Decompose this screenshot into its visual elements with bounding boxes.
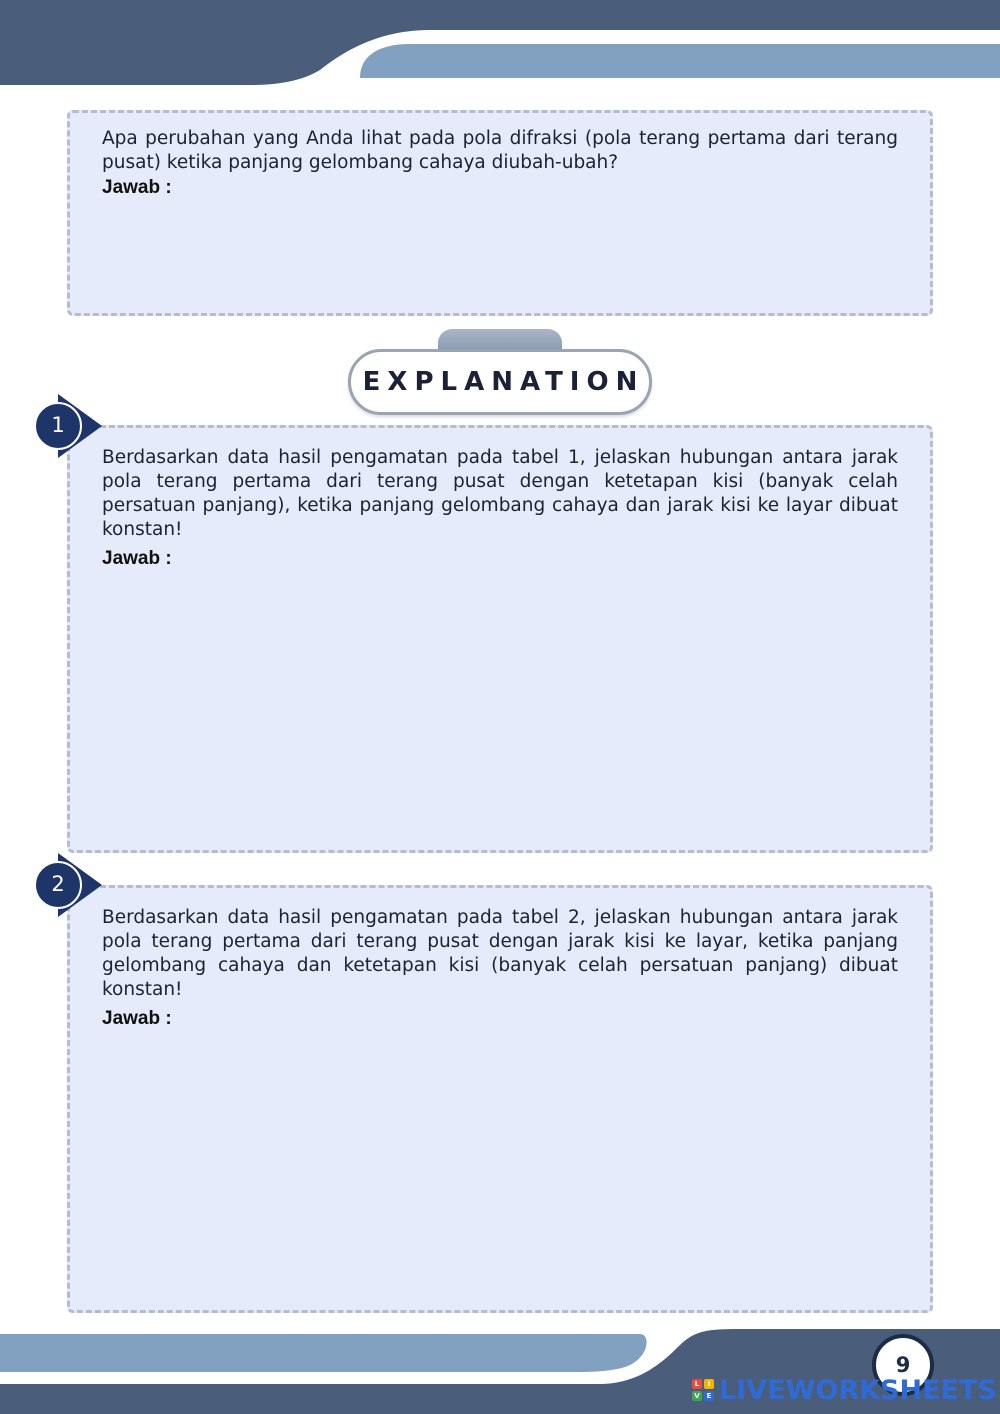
question-number-badge [26,853,92,919]
question-number-badge [26,394,92,460]
section-title: EXPLANATION [362,367,645,397]
question-number: 2 [51,872,65,896]
question-text: Berdasarkan data hasil pengamatan pada tabel 2, jelaskan hubungan antara jarak pola terang pertama dari terang pusat dengan jarak kisi ke layar, ketika panjang gelombang cahaya dan ketetapan kisi (banyak celah persatuan panjang) dibuat konstan! [102,907,898,1000]
logo-letter: E [704,1391,714,1401]
question-card-top [67,110,933,316]
answer-label: Jawab : [102,548,172,569]
question-text: Apa perubahan yang Anda lihat pada pola difraksi (pola terang pertama dari terang pusat) ketika panjang gelombang cahaya diubah-ubah? [102,128,898,173]
question-number: 1 [51,413,65,437]
answer-input[interactable] [102,1038,898,1298]
question-card-1 [67,425,933,853]
answer-label: Jawab : [102,177,172,198]
answer-label: Jawab : [102,1008,172,1029]
watermark-text: LIVEWORKSHEETS [719,1374,997,1406]
answer-input[interactable] [102,205,898,305]
liveworksheets-logo [692,1374,997,1406]
logo-letter: V [692,1391,702,1401]
logo-letter: L [692,1379,702,1389]
section-heading [346,327,654,419]
logo-grid-icon [692,1379,714,1401]
heading-pill [348,349,652,415]
header-decoration [0,0,1000,100]
question-text: Berdasarkan data hasil pengamatan pada tabel 1, jelaskan hubungan antara jarak pola terang pertama dari terang pusat dengan ketetapan kisi (banyak celah persatuan panjang), ketika panjang gelombang cahaya dan jarak kisi ke layar dibuat konstan! [102,447,898,540]
page-number: 9 [872,1334,934,1396]
logo-letter: I [704,1379,714,1389]
question-card-2 [67,885,933,1313]
answer-input[interactable] [102,578,898,838]
